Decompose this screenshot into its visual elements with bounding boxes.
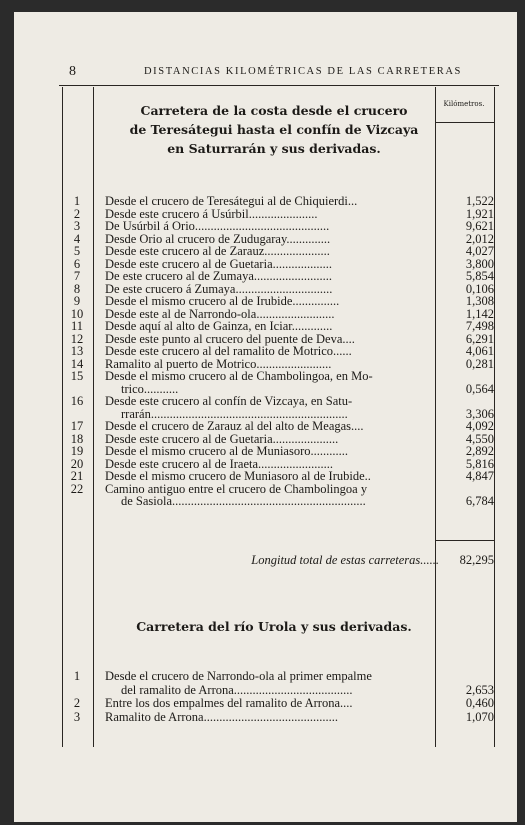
total-value: 82,295 xyxy=(459,553,494,567)
row-number: 16 xyxy=(70,394,84,408)
row-km-value: 0,564 xyxy=(465,381,494,396)
row-description-continued: del ramalito de Arrona...................................... xyxy=(121,682,353,697)
row-number: 18 xyxy=(70,431,84,446)
row-number: 1 xyxy=(73,669,81,683)
row-number: 13 xyxy=(70,344,84,358)
row-number: 14 xyxy=(70,356,84,371)
row-number: 7 xyxy=(73,269,81,283)
row-number: 10 xyxy=(70,306,84,321)
row-km-value: 9,621 xyxy=(465,219,494,233)
row-number: 22 xyxy=(70,481,84,496)
number-column-rule xyxy=(93,87,94,747)
km-column-header: Kilómetros. xyxy=(443,100,485,108)
row-number: 2 xyxy=(73,206,81,221)
row-km-value: 3,800 xyxy=(465,256,494,271)
section2-title: Carretera del río Urola y sus derivadas. xyxy=(136,619,412,634)
row-number: 9 xyxy=(73,294,81,308)
left-table-border xyxy=(62,87,63,747)
row-description: Desde aquí al alto de Gainza, en Iciar............. xyxy=(105,319,333,333)
row-description: Desde Orio al crucero de Zudugaray.............. xyxy=(105,231,331,246)
row-km-value: 6,784 xyxy=(465,494,494,508)
row-km-value: 5,816 xyxy=(465,456,494,471)
row-km-value: 4,550 xyxy=(465,431,494,446)
row-description: Desde el crucero de Narrondo-ola al primer empalme xyxy=(105,669,372,683)
row-description: Desde el mismo crucero al de Muniasoro............ xyxy=(105,444,348,458)
row-km-value: 1,308 xyxy=(465,294,494,308)
row-number: 1 xyxy=(73,194,81,208)
row-number: 19 xyxy=(70,444,84,458)
row-description: Ramalito al puerto de Motrico........................ xyxy=(105,356,332,371)
row-description: Desde el mismo crucero de Muniasoro al de Irubide.. xyxy=(105,469,371,483)
row-km-value: 2,892 xyxy=(465,444,494,458)
row-km-value: 4,061 xyxy=(465,344,494,358)
page-number: 8 xyxy=(69,64,76,79)
row-km-value: 1,070 xyxy=(465,709,494,724)
row-description: Desde este punto al crucero del puente de Deva.... xyxy=(105,331,355,346)
row-number: 2 xyxy=(73,696,81,710)
row-km-value: 0,106 xyxy=(465,281,494,296)
row-number: 20 xyxy=(70,456,84,471)
row-description: Desde el crucero de Zarauz al del alto de Meagas.... xyxy=(105,419,364,433)
total-rule xyxy=(435,540,494,541)
row-km-value: 0,281 xyxy=(465,356,494,371)
row-description: Desde el mismo crucero al de Chambolingoa, en Mo- xyxy=(105,369,373,383)
page-header xyxy=(14,62,517,82)
row-description: Desde este crucero á Usúrbil...................... xyxy=(105,206,318,221)
row-number: 4 xyxy=(73,231,81,246)
row-number: 8 xyxy=(73,281,81,296)
row-km-value: 2,012 xyxy=(465,231,494,246)
row-description: Desde este al de Narrondo-ola......................... xyxy=(105,306,335,321)
book-page xyxy=(14,12,517,822)
row-number: 3 xyxy=(73,709,81,724)
row-number: 15 xyxy=(70,369,84,383)
row-description: Desde este crucero al confín de Vizcaya, en Satu- xyxy=(105,394,353,408)
row-km-value: 1,921 xyxy=(465,206,494,221)
row-description: Desde este crucero al de Iraeta........................ xyxy=(105,456,334,471)
row-number: 21 xyxy=(70,469,84,483)
row-number: 6 xyxy=(73,256,81,271)
row-km-value: 2,653 xyxy=(465,682,494,697)
row-km-value: 5,854 xyxy=(465,269,494,283)
row-description: Desde el mismo crucero al de Irubide............... xyxy=(105,294,340,308)
total-label: Longitud total de estas carreteras...... xyxy=(251,553,439,567)
row-description: De Usúrbil á Orio........................................... xyxy=(105,219,330,233)
row-km-value: 4,092 xyxy=(465,419,494,433)
row-description: Desde este crucero al de Guetaria..................... xyxy=(105,431,339,446)
row-description-continued: trico........... xyxy=(121,381,179,396)
row-km-value: 6,291 xyxy=(465,331,494,346)
row-number: 5 xyxy=(73,244,81,258)
row-km-value: 0,460 xyxy=(465,696,494,710)
row-km-value: 4,027 xyxy=(465,244,494,258)
row-description-continued: de Sasiola.............................................................. xyxy=(121,494,366,508)
row-description: Entre los dos empalmes del ramalito de Arrona.... xyxy=(105,696,353,710)
row-description: Desde este crucero al del ramalito de Motrico...... xyxy=(105,344,352,358)
row-description: De este crucero al de Zumaya......................... xyxy=(105,269,333,283)
row-km-value: 3,306 xyxy=(465,406,494,421)
row-description: Ramalito de Arrona........................................... xyxy=(105,709,338,724)
row-description: Desde este crucero al de Guetaria................... xyxy=(105,256,332,271)
km-header-rule xyxy=(435,122,494,123)
row-description-continued: rrarán............................................................... xyxy=(121,406,348,421)
row-number: 17 xyxy=(70,419,84,433)
row-km-value: 4,847 xyxy=(465,469,494,483)
section1-title-line-2: de Teresátegui hasta el confín de Vizcaya xyxy=(129,122,419,137)
right-table-border xyxy=(494,87,495,747)
header-rule xyxy=(59,85,499,86)
row-number: 11 xyxy=(70,319,84,333)
km-column-rule xyxy=(435,87,436,747)
row-number: 12 xyxy=(70,331,84,346)
row-km-value: 1,522 xyxy=(465,194,494,208)
row-description: Desde el crucero de Teresátegui al de Chiquierdi... xyxy=(105,194,358,208)
section1-title-line-1: Carretera de la costa desde el crucero xyxy=(140,103,408,118)
row-description: Camino antiguo entre el crucero de Chambolingoa y xyxy=(105,481,368,496)
running-head: DISTANCIAS KILOMÉTRICAS DE LAS CARRETERAS xyxy=(144,66,462,77)
section1-title-line-3: en Saturrarán y sus derivadas. xyxy=(167,141,381,156)
row-description: Desde este crucero al de Zarauz..................... xyxy=(105,244,330,258)
row-number: 3 xyxy=(73,219,81,233)
row-description: De este crucero á Zumaya............................... xyxy=(105,281,333,296)
row-km-value: 7,498 xyxy=(465,319,494,333)
row-km-value: 1,142 xyxy=(465,306,494,321)
